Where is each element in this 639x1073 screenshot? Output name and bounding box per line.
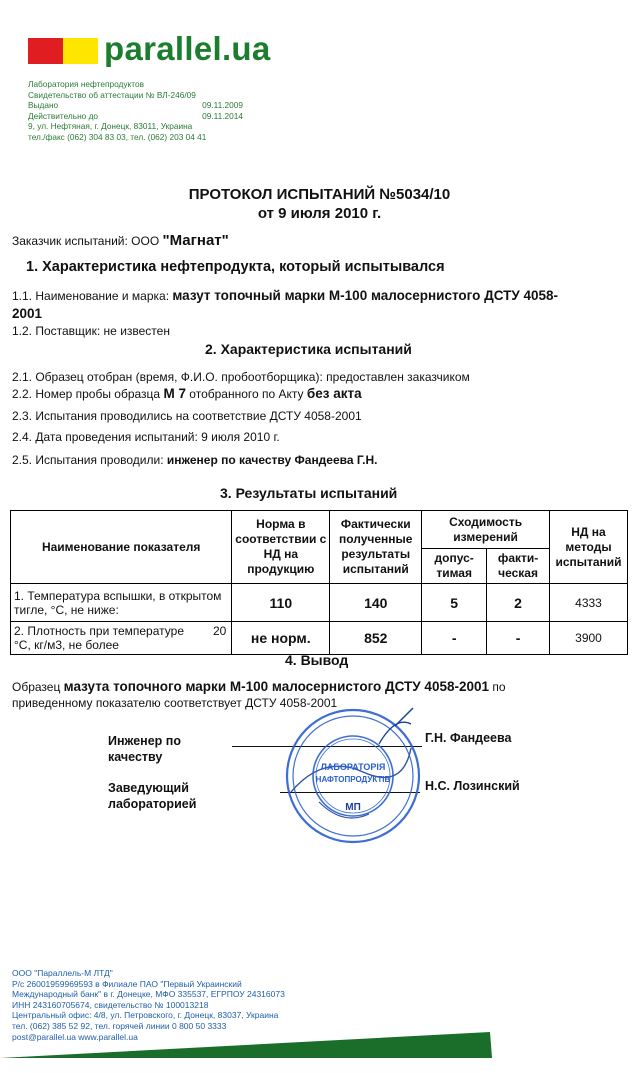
item-2-2-label: 2.2. Номер пробы образца xyxy=(12,387,164,401)
lab-name: Лаборатория нефтепродуктов xyxy=(28,79,144,89)
results-table xyxy=(10,510,628,655)
item-2-5-value: инженер по качеству Фандеева Г.Н. xyxy=(166,453,378,467)
row-1-name: 1. Температура вспышки, в открытом тигле, °С, не ниже: xyxy=(11,584,232,622)
col-header-convergence: Сходимость измерений xyxy=(422,511,550,549)
col-header-method: НД на методы испытаний xyxy=(550,511,628,584)
footer-line: ИНН 243160705674, свидетельство № 100013218 xyxy=(12,999,209,1010)
customer-name: "Магнат" xyxy=(162,232,229,249)
footer-line: Центральный офис: 4/8, ул. Петровского, г. Донецк, 83037, Украина xyxy=(12,1010,279,1021)
seal-stamp xyxy=(283,706,423,846)
footer-line: post@parallel.ua www.parallel.ua xyxy=(12,1031,138,1042)
item-2-1: 2.1. Образец отобран (время, Ф.И.О. пробоотборщика): предоставлен заказчиком xyxy=(12,370,470,384)
item-2-2 xyxy=(12,386,362,401)
lab-issued-date: 09.11.2009 xyxy=(202,100,243,110)
section-1-title: 1. Характеристика нефтепродукта, который испытывался xyxy=(26,259,445,275)
item-2-5-label: 2.5. Испытания проводили: xyxy=(12,453,167,467)
row-1-actual: 140 xyxy=(330,584,422,622)
row-2-actual: 852 xyxy=(330,622,422,655)
table-row xyxy=(11,584,628,622)
item-2-5 xyxy=(12,453,378,467)
col-header-actual: Фактически полученные результаты испытаний xyxy=(330,511,422,584)
customer-label: Заказчик испытаний: ООО xyxy=(12,234,163,248)
col-header-name: Наименование показателя xyxy=(11,511,232,584)
item-1-1-label: 1.1. Наименование и марка: xyxy=(12,289,173,303)
row-2-method: 3900 xyxy=(550,622,628,655)
footer-green-bar xyxy=(0,1028,500,1058)
conclusion-bold: мазута топочного марки М-100 малосернистого ДСТУ 4058-2001 xyxy=(63,679,489,694)
lab-valid-label: Действительно до xyxy=(28,110,99,121)
table-header-row xyxy=(11,511,628,549)
item-1-2: 1.2. Поставщик: не известен xyxy=(12,324,170,338)
row-1-method: 4333 xyxy=(550,584,628,622)
item-2-2-number: М 7 xyxy=(163,386,186,401)
row-2-allowed: - xyxy=(422,622,487,655)
section-3-title: 3. Результаты испытаний xyxy=(220,485,398,501)
row-2-measured: - xyxy=(487,622,550,655)
col-header-norm: Норма в соответствии с НД на продукцию xyxy=(232,511,330,584)
section-2-title: 2. Характеристика испытаний xyxy=(205,341,412,357)
lab-address: 9, ул. Нефтяная, г. Донецк, 83011, Украина xyxy=(28,121,193,131)
footer-line: Р/с 26001959969593 в Филиале ПАО "Первый Украинский xyxy=(12,978,242,989)
conclusion-label: Образец xyxy=(12,680,64,694)
item-1-1-value: мазут топочный марки М-100 малосернистого ДСТУ 4058- xyxy=(172,288,559,303)
logo-yellow-square xyxy=(63,38,98,64)
customer-line xyxy=(12,232,229,249)
lab-issued-row xyxy=(28,100,243,111)
row-2-name-line2: °С, кг/м3, не более xyxy=(14,638,119,652)
conclusion-tail: по xyxy=(489,680,506,694)
protocol-title: ПРОТОКОЛ ИСПЫТАНИЙ №5034/10 xyxy=(188,186,451,203)
footer-line: тел. (062) 385 52 92, тел. горячей линии 0 800 50 3333 xyxy=(12,1020,227,1031)
item-1-1 xyxy=(12,288,558,303)
footer-line: ООО "Параллель-М ЛТД" xyxy=(12,968,113,978)
row-2-name xyxy=(11,622,232,655)
stamp-mp: МП xyxy=(345,802,361,813)
row-1-measured: 2 xyxy=(487,584,550,622)
section-4-title: 4. Вывод xyxy=(285,652,349,668)
signature-role-head: Заведующий лабораторией xyxy=(108,781,197,811)
conclusion-line-2: приведенному показателю соответствует ДСТУ 4058-2001 xyxy=(12,696,338,710)
lab-certificate: Свидетельство об аттестации № ВЛ-246/09 xyxy=(28,89,196,100)
conclusion-line-1 xyxy=(12,679,506,694)
col-header-measured: факти-ческая xyxy=(487,549,550,584)
lab-issued-label: Выдано xyxy=(28,100,59,110)
row-2-name-line1: 2. Плотность при температуре xyxy=(14,624,184,638)
item-2-2-act: без акта xyxy=(306,386,362,401)
footer-line: Международный банк" в г. Донецке, МФО 335537, ЕГРПОУ 24316073 xyxy=(12,989,285,1000)
item-1-1-value-cont: 2001 xyxy=(12,306,43,321)
lab-valid-row xyxy=(28,111,243,122)
signature-role-engineer: Инженер по качеству xyxy=(108,734,181,764)
item-2-3: 2.3. Испытания проводились на соответствие ДСТУ 4058-2001 xyxy=(12,409,362,423)
signature-name-head: Н.С. Лозинский xyxy=(425,779,520,793)
stamp-text-lab: ЛАБОРАТОРІЯ xyxy=(320,762,386,772)
item-2-4: 2.4. Дата проведения испытаний: 9 июля 2010 г. xyxy=(12,430,280,444)
table-row xyxy=(11,622,628,655)
signature-name-engineer: Г.Н. Фандеева xyxy=(425,731,512,745)
col-header-allowed: допус-тимая xyxy=(422,549,487,584)
row-2-norm: не норм. xyxy=(232,622,330,655)
row-1-allowed: 5 xyxy=(422,584,487,622)
stamp-text-oil: НАФТОПРОДУКТІВ xyxy=(315,775,391,784)
row-1-norm: 110 xyxy=(232,584,330,622)
lab-phones: тел./факс (062) 304 83 03, тел. (062) 203 04 41 xyxy=(28,131,207,142)
protocol-date: от 9 июля 2010 г. xyxy=(257,205,382,222)
brand-name: parallel.ua xyxy=(104,30,271,67)
row-2-name-temp: 20 xyxy=(212,624,227,638)
item-2-2-middle: отобранного по Акту xyxy=(185,387,307,401)
lab-info xyxy=(28,79,243,142)
lab-valid-date: 09.11.2014 xyxy=(202,110,243,121)
logo-red-square xyxy=(28,38,63,64)
